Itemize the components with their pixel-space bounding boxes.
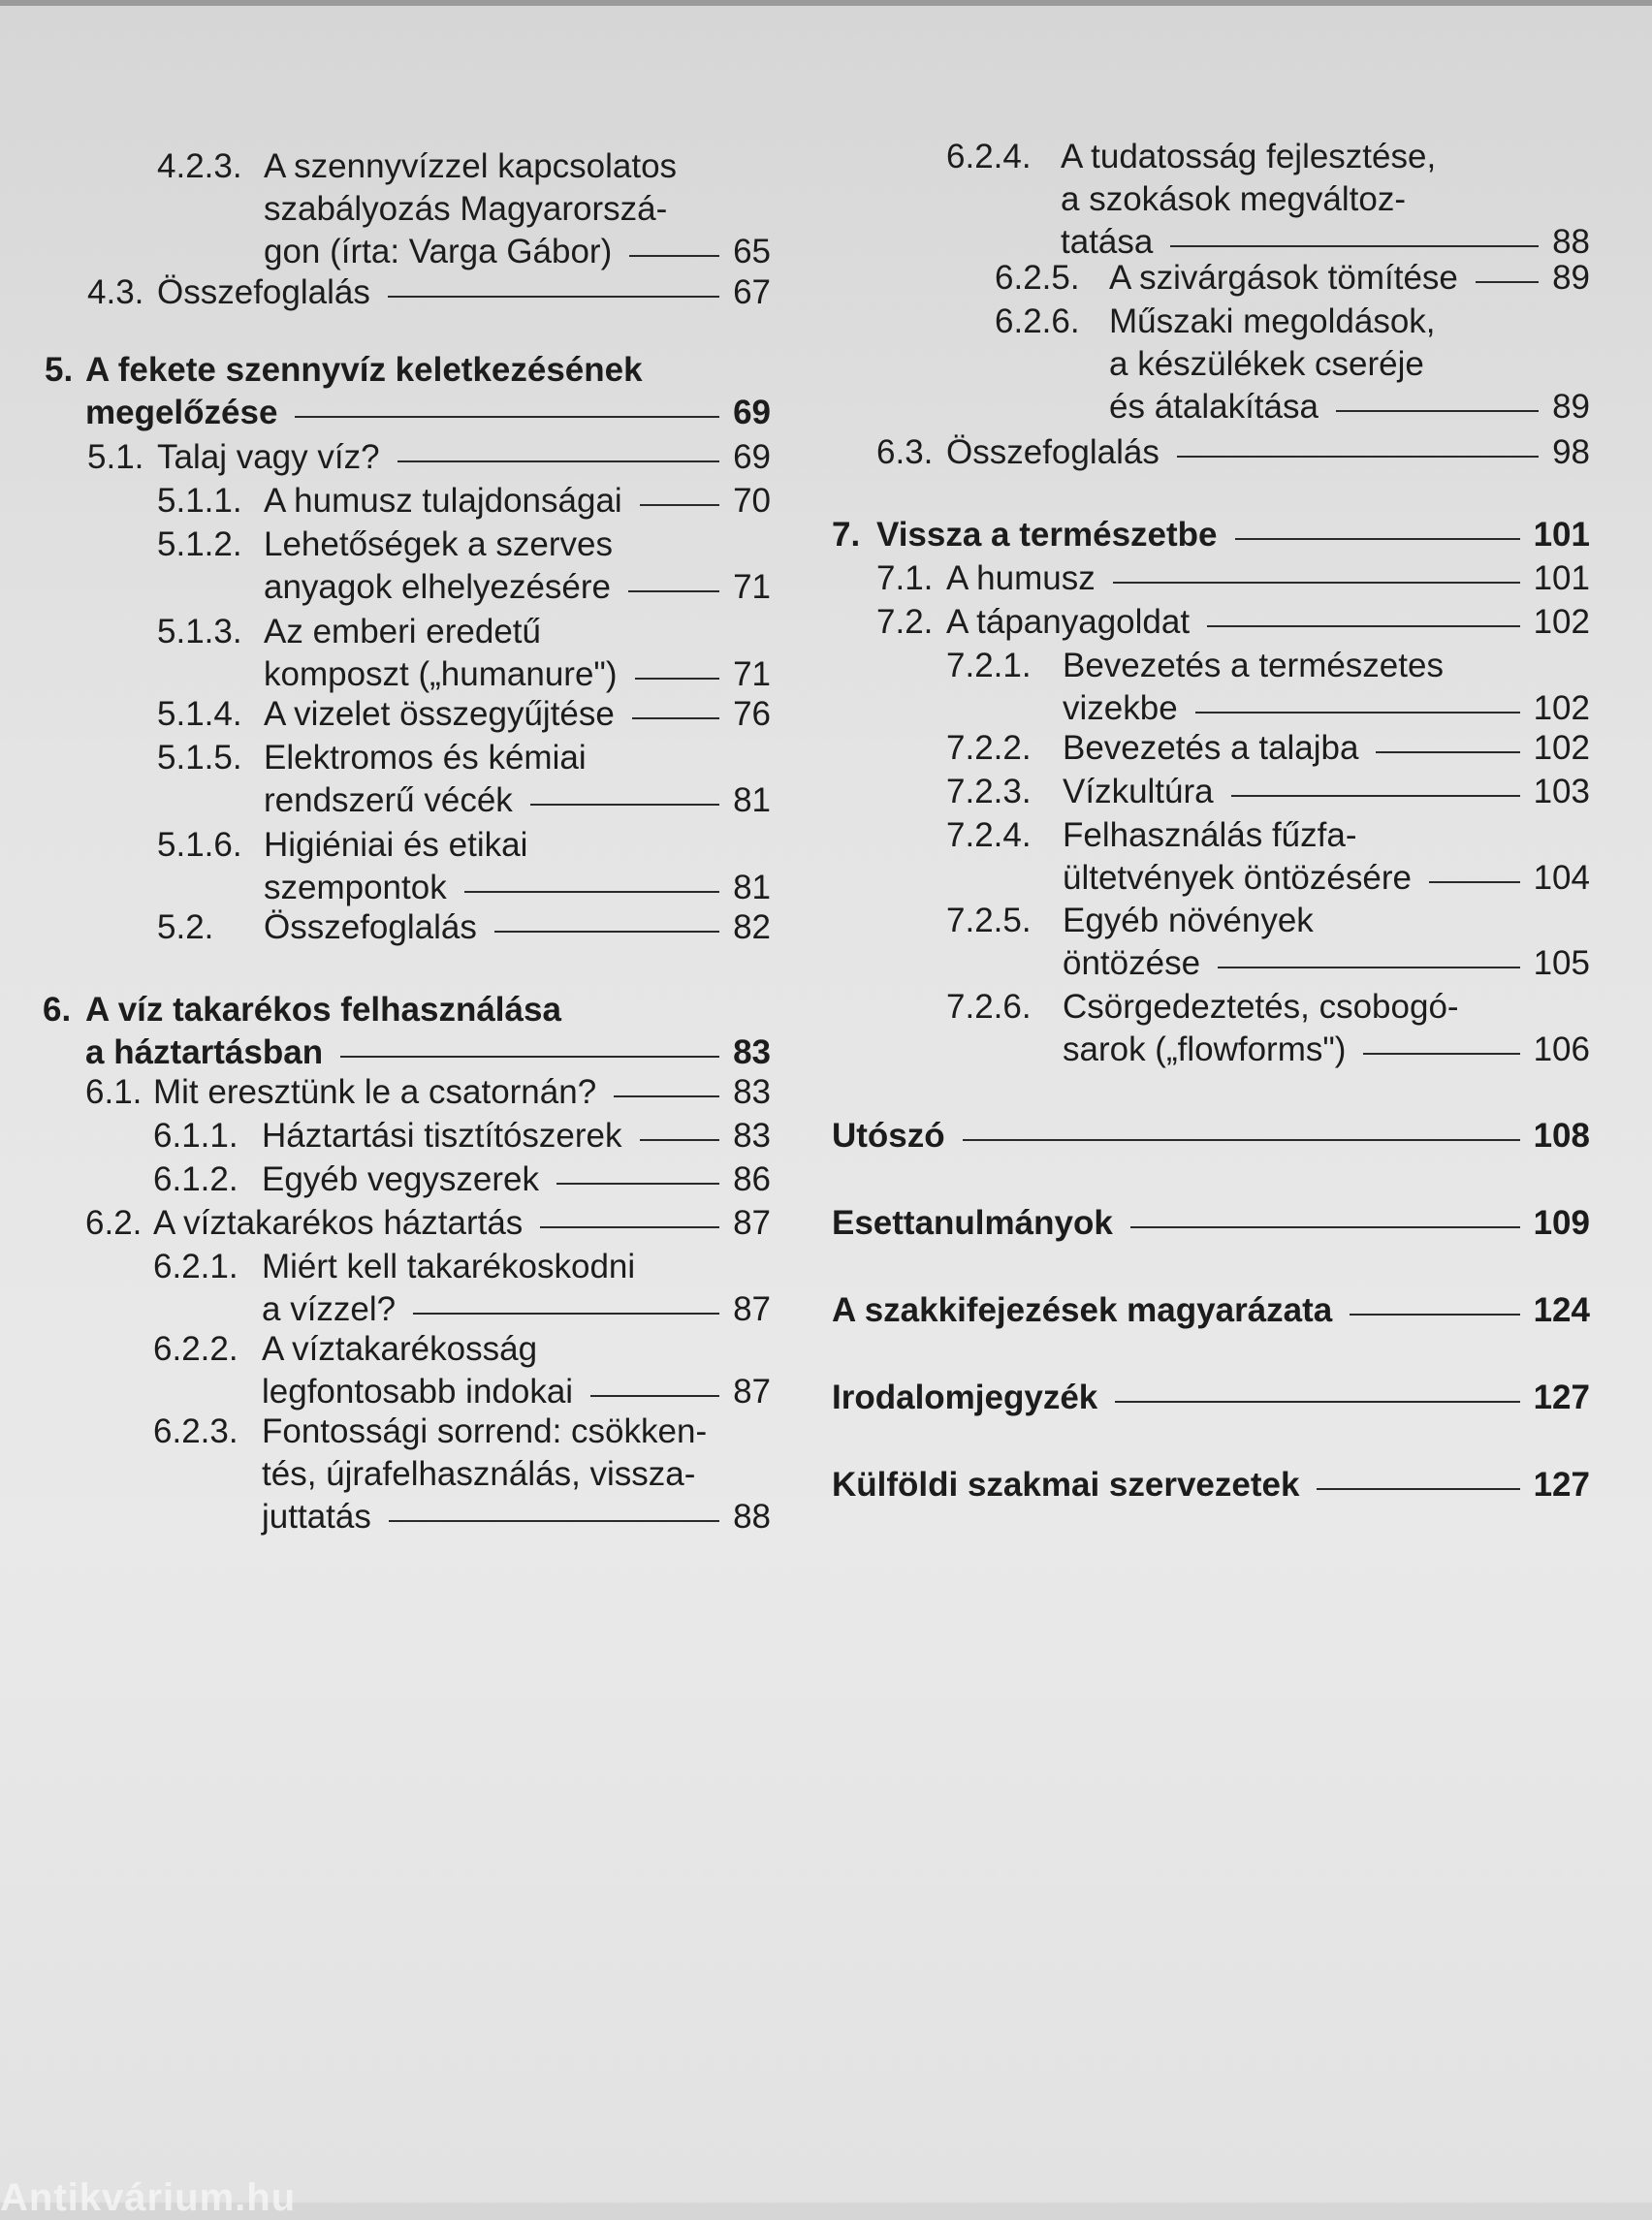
toc-page-number: 87 xyxy=(733,1204,771,1242)
toc-entry-number: 5.1.5. xyxy=(157,739,242,777)
leader-line xyxy=(540,1226,719,1228)
leader-line xyxy=(1235,538,1520,540)
toc-entry-number: 7.2.4. xyxy=(946,816,1032,854)
toc-entry-title: A szivárgások tömítése xyxy=(1109,259,1458,297)
toc-page-number: 88 xyxy=(733,1498,771,1536)
toc-entry-title: Talaj vagy víz? xyxy=(157,438,380,476)
leader-line xyxy=(963,1139,1520,1141)
toc-entry-title: Összefoglalás xyxy=(946,433,1160,471)
toc-entry-title: A fekete szennyvíz keletkezésének xyxy=(85,351,643,389)
toc-entry-title: Bevezetés a természetes xyxy=(1063,647,1444,684)
leader-line xyxy=(590,1395,719,1397)
leader-line xyxy=(530,804,719,806)
toc-entry-title: rendszerű vécék xyxy=(264,781,513,819)
toc-entry-title: ültetvények öntözésére xyxy=(1063,859,1412,897)
leader-line xyxy=(1195,712,1520,714)
leader-line xyxy=(1429,881,1520,883)
leader-line xyxy=(614,1095,719,1097)
leader-line xyxy=(1218,967,1520,968)
leader-line xyxy=(1476,281,1539,283)
toc-page-number: 102 xyxy=(1533,729,1590,767)
leader-line xyxy=(632,717,719,719)
toc-page-number: 108 xyxy=(1533,1117,1590,1155)
toc-entry-number: 5.1.1. xyxy=(157,482,242,520)
toc-entry-title: Lehetőségek a szerves xyxy=(264,525,613,563)
leader-line xyxy=(388,296,719,298)
toc-entry-title: vizekbe xyxy=(1063,689,1178,727)
toc-entry-title: a vízzel? xyxy=(262,1290,397,1328)
toc-entry-title: Összefoglalás xyxy=(157,273,370,311)
leader-line xyxy=(640,1139,720,1141)
toc-page-number: 83 xyxy=(733,1117,771,1155)
toc-entry-number: 7.2.5. xyxy=(946,902,1032,939)
toc-entry-title: tés, újrafelhasználás, vissza- xyxy=(262,1455,696,1493)
leader-line xyxy=(295,416,719,418)
toc-entry-title: és átalakítása xyxy=(1109,388,1318,426)
toc-entry-number: 4.3. xyxy=(87,273,144,311)
page-top-edge xyxy=(0,0,1652,6)
toc-entry-number: 6.2.4. xyxy=(946,138,1032,175)
toc-entry-title: anyagok elhelyezésére xyxy=(264,568,612,606)
toc-entry-title: A víztakarékos háztartás xyxy=(153,1204,524,1242)
toc-entry-number: 5. xyxy=(45,351,74,389)
leader-line xyxy=(640,504,719,506)
leader-line xyxy=(1363,1053,1519,1055)
leader-line xyxy=(1317,1488,1519,1490)
toc-entry-title: öntözése xyxy=(1063,944,1201,982)
toc-entry-title: komposzt („humanure") xyxy=(264,655,618,693)
toc-page-number: 87 xyxy=(733,1290,771,1328)
toc-entry-number: 6.2.2. xyxy=(153,1330,238,1368)
leader-line xyxy=(629,255,719,257)
leader-line xyxy=(397,460,720,462)
toc-entry-number: 7.2.2. xyxy=(946,729,1032,767)
toc-page-number: 69 xyxy=(733,438,771,476)
toc-entry-number: 6.2. xyxy=(85,1204,143,1242)
leader-line xyxy=(635,678,720,680)
toc-entry-number: 5.1.3. xyxy=(157,613,242,650)
toc-entry-number: 5.2. xyxy=(157,908,214,946)
toc-entry-title: A humusz xyxy=(946,559,1096,597)
toc-page-number: 127 xyxy=(1533,1379,1590,1416)
toc-entry-number: 6.2.3. xyxy=(153,1412,238,1450)
toc-entry-title: Esettanulmányok xyxy=(832,1204,1113,1242)
toc-entry-title: a háztartásban xyxy=(85,1033,324,1071)
toc-entry-number: 7. xyxy=(832,516,861,554)
toc-entry-number: 6.2.6. xyxy=(995,302,1080,340)
leader-line xyxy=(1336,410,1539,412)
toc-page-number: 127 xyxy=(1533,1466,1590,1504)
toc-page-number: 69 xyxy=(733,394,771,431)
toc-entry-title: A víz takarékos felhasználása xyxy=(85,991,561,1029)
toc-entry-title: a szokások megváltoz- xyxy=(1061,180,1406,218)
toc-entry-number: 7.2.6. xyxy=(946,988,1032,1026)
toc-entry-number: 7.2.3. xyxy=(946,773,1032,810)
leader-line xyxy=(1207,625,1520,627)
toc-entry-title: megelőzése xyxy=(85,394,278,431)
toc-entry-title: juttatás xyxy=(262,1498,371,1536)
watermark: Antikvárium.hu xyxy=(0,2176,297,2219)
toc-entry-number: 6.1.2. xyxy=(153,1160,238,1198)
toc-page-number: 86 xyxy=(733,1160,771,1198)
leader-line xyxy=(1170,245,1539,247)
toc-entry-number: 5.1.4. xyxy=(157,695,242,733)
toc-entry-number: 6. xyxy=(43,991,72,1029)
toc-page-number: 98 xyxy=(1552,433,1590,471)
toc-entry-title: Háztartási tisztítószerek xyxy=(262,1117,622,1155)
leader-line xyxy=(1130,1226,1520,1228)
toc-page-number: 102 xyxy=(1533,603,1590,641)
toc-entry-title: Vízkultúra xyxy=(1063,773,1214,810)
toc-page-number: 88 xyxy=(1552,223,1590,261)
leader-line xyxy=(389,1520,719,1522)
leader-line xyxy=(1376,751,1519,753)
toc-entry-number: 5.1.6. xyxy=(157,826,242,864)
toc-entry-number: 6.2.5. xyxy=(995,259,1080,297)
toc-entry-number: 7.1. xyxy=(876,559,934,597)
toc-page-number: 70 xyxy=(733,482,771,520)
toc-entry-title: A tudatosság fejlesztése, xyxy=(1061,138,1437,175)
toc-entry-number: 5.1.2. xyxy=(157,525,242,563)
toc-page-number: 124 xyxy=(1533,1291,1590,1329)
toc-entry-title: Egyéb vegyszerek xyxy=(262,1160,539,1198)
toc-page-number: 89 xyxy=(1552,388,1590,426)
toc-entry-title: Irodalomjegyzék xyxy=(832,1379,1098,1416)
toc-entry-title: tatása xyxy=(1061,223,1154,261)
toc-entry-title: szempontok xyxy=(264,869,447,906)
toc-page-number: 71 xyxy=(733,655,771,693)
toc-entry-title: Vissza a természetbe xyxy=(876,516,1218,554)
toc-entry-title: a készülékek cseréje xyxy=(1109,345,1424,383)
toc-entry-title: gon (írta: Varga Gábor) xyxy=(264,233,613,270)
toc-entry-title: Higiéniai és etikai xyxy=(264,826,528,864)
toc-entry-title: A tápanyagoldat xyxy=(946,603,1191,641)
toc-page-number: 81 xyxy=(733,781,771,819)
toc-page-number: 106 xyxy=(1533,1031,1590,1068)
toc-page-number: 89 xyxy=(1552,259,1590,297)
toc-entry-title: Összefoglalás xyxy=(264,908,477,946)
toc-entry-title: Bevezetés a talajba xyxy=(1063,729,1359,767)
toc-page-number: 101 xyxy=(1533,516,1590,554)
toc-page-number: 83 xyxy=(733,1073,771,1111)
leader-line xyxy=(556,1183,719,1185)
toc-page-number: 67 xyxy=(733,273,771,311)
toc-entry-title: szabályozás Magyarorszá- xyxy=(264,190,668,228)
toc-page-number: 105 xyxy=(1533,944,1590,982)
leader-line xyxy=(1231,795,1520,797)
toc-entry-number: 7.2. xyxy=(876,603,934,641)
toc-entry-title: Csörgedeztetés, csobogó- xyxy=(1063,988,1459,1026)
toc-page-number: 82 xyxy=(733,908,771,946)
toc-entry-title: Külföldi szakmai szervezetek xyxy=(832,1466,1300,1504)
toc-page-number: 109 xyxy=(1533,1204,1590,1242)
leader-line xyxy=(628,590,719,592)
toc-entry-title: Miért kell takarékoskodni xyxy=(262,1248,636,1285)
toc-entry-title: A szennyvízzel kapcsolatos xyxy=(264,147,678,185)
toc-entry-number: 6.1.1. xyxy=(153,1117,238,1155)
toc-entry-number: 4.2.3. xyxy=(157,147,242,185)
toc-entry-number: 7.2.1. xyxy=(946,647,1032,684)
toc-page-number: 83 xyxy=(733,1033,771,1071)
toc-page-number: 101 xyxy=(1533,559,1590,597)
toc-page-number: 102 xyxy=(1533,689,1590,727)
toc-entry-title: Felhasználás fűzfa- xyxy=(1063,816,1357,854)
toc-entry-title: Az emberi eredetű xyxy=(264,613,541,650)
toc-entry-title: Elektromos és kémiai xyxy=(264,739,587,777)
leader-line xyxy=(464,891,719,893)
leader-line xyxy=(1115,1401,1519,1403)
toc-entry-title: sarok („flowforms") xyxy=(1063,1031,1347,1068)
toc-page-number: 81 xyxy=(733,869,771,906)
toc-entry-number: 5.1. xyxy=(87,438,144,476)
toc-entry-title: Utószó xyxy=(832,1117,945,1155)
toc-entry-title: Mit eresztünk le a csatornán? xyxy=(153,1073,597,1111)
toc-entry-title: A víztakarékosság xyxy=(262,1330,538,1368)
toc-entry-title: Egyéb növények xyxy=(1063,902,1314,939)
toc-entry-number: 6.1. xyxy=(85,1073,143,1111)
toc-page-number: 76 xyxy=(733,695,771,733)
toc-entry-title: A humusz tulajdonságai xyxy=(264,482,622,520)
toc-page-number: 71 xyxy=(733,568,771,606)
toc-page-number: 103 xyxy=(1533,773,1590,810)
toc-page-number: 87 xyxy=(733,1373,771,1411)
leader-line xyxy=(340,1056,719,1058)
leader-line xyxy=(1350,1314,1519,1316)
leader-line xyxy=(1177,456,1539,458)
toc-entry-title: A vizelet összegyűjtése xyxy=(264,695,615,733)
toc-page-number: 104 xyxy=(1533,859,1590,897)
leader-line xyxy=(413,1313,719,1315)
toc-entry-title: legfontosabb indokai xyxy=(262,1373,574,1411)
toc-entry-title: Műszaki megoldások, xyxy=(1109,302,1436,340)
toc-page-number: 65 xyxy=(733,233,771,270)
toc-entry-number: 6.3. xyxy=(876,433,934,471)
toc-entry-number: 6.2.1. xyxy=(153,1248,238,1285)
leader-line xyxy=(1113,582,1520,584)
leader-line xyxy=(494,931,719,933)
toc-entry-title: Fontossági sorrend: csökken- xyxy=(262,1412,708,1450)
toc-entry-title: A szakkifejezések magyarázata xyxy=(832,1291,1333,1329)
